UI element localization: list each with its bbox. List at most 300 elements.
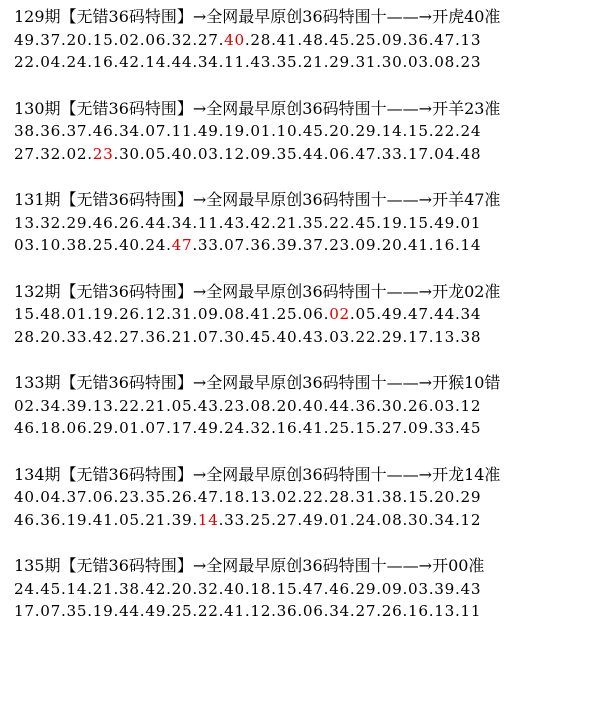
number-value: 39 [66,396,88,415]
separator-dot: . [402,236,408,254]
number-value: 40 [119,236,140,254]
separator-dot: . [271,144,277,163]
number-value: 30 [381,396,403,415]
issue-block [14,372,589,440]
number-value: 12 [460,396,482,415]
number-value: 30 [224,327,245,346]
separator-dot: . [271,30,277,49]
number-value: 15 [355,419,377,437]
separator-dot: . [402,510,408,529]
number-value: 40 [171,144,193,163]
separator-dot: . [454,30,461,49]
number-value: 38 [14,122,35,140]
number-value: 22 [434,122,455,140]
separator-dot: . [428,579,435,598]
separator-dot: . [402,579,408,598]
number-value: 20 [40,327,61,346]
number-value: 47 [434,30,455,49]
number-value: 36 [145,327,167,346]
number-value: 46 [14,510,35,529]
number-value: 33 [197,236,219,254]
separator-dot: . [139,602,146,620]
number-value: 15 [276,579,298,598]
number-value: 42 [250,213,272,232]
separator-dot: . [402,144,408,163]
number-value: 04 [434,144,455,163]
separator-dot: . [244,122,251,140]
separator-dot: . [402,30,408,49]
number-value: 32 [40,144,61,163]
number-value: 29 [355,122,377,140]
number-row [14,486,589,509]
separator-dot: . [34,122,41,140]
separator-dot: . [166,510,172,529]
number-value: 17 [14,602,35,620]
issue-title: 130期【无错36码特围】→全网最早原创36码特围十——→开羊23准 [14,98,501,118]
number-value: 16 [407,602,429,620]
number-value: 22 [197,602,219,620]
separator-dot: . [428,488,435,506]
number-value: 06 [329,144,350,163]
separator-dot: . [218,419,225,437]
separator-dot: . [244,305,251,323]
number-value: 14 [145,53,167,71]
number-value: 41 [224,602,245,620]
number-row [14,509,589,532]
number-value: 11 [460,602,482,620]
separator-dot: . [402,305,408,323]
separator-dot: . [218,122,225,140]
separator-dot: . [61,236,67,254]
separator-dot: . [271,396,277,415]
number-value: 36 [276,602,298,620]
number-value: 26 [381,602,403,620]
number-value: 45 [329,30,350,49]
separator-dot: . [61,327,67,346]
separator-dot: . [61,144,67,163]
separator-dot: . [376,305,382,323]
number-value: 35 [145,488,167,506]
number-value: 22 [119,396,140,415]
separator-dot: . [297,488,303,506]
number-value: 22 [355,327,377,346]
separator-dot: . [113,236,120,254]
number-value: 21 [145,510,167,529]
separator-dot: . [192,579,198,598]
number-value: 24 [145,236,167,254]
number-value: 25 [355,30,377,49]
separator-dot: . [61,213,67,232]
number-value: 36 [407,30,429,49]
separator-dot: . [139,579,146,598]
separator-dot: . [402,396,408,415]
separator-dot: . [218,488,225,506]
separator-dot: . [166,53,172,71]
number-value: 20 [276,396,298,415]
separator-dot: . [87,488,93,506]
separator-dot: . [402,419,408,437]
number-row [14,212,589,235]
number-value: 20 [66,30,88,49]
number-value: 01 [460,213,482,232]
number-value: 05 [355,305,377,323]
number-value: 08 [224,305,245,323]
number-value: 27 [381,419,403,437]
number-value: 25 [92,236,114,254]
separator-dot: . [349,305,356,323]
separator-dot: . [349,579,356,598]
number-value: 33 [224,510,245,529]
number-value: 29 [329,53,350,71]
separator-dot: . [297,396,303,415]
separator-dot: . [376,419,382,437]
separator-dot: . [139,144,146,163]
number-value: 16 [276,419,298,437]
separator-dot: . [192,30,198,49]
separator-dot: . [218,30,225,49]
separator-dot: . [113,396,120,415]
issue-title: 133期【无错36码特围】→全网最早原创36码特围十——→开猴10错 [14,373,501,392]
separator-dot: . [218,236,225,254]
number-value: 35 [66,602,88,620]
number-value: 18 [250,579,272,598]
number-value: 16 [434,236,455,254]
separator-dot: . [244,53,251,71]
separator-dot: . [323,488,330,506]
number-value: 24 [460,122,482,140]
separator-dot: . [218,510,225,529]
separator-dot: . [218,327,225,346]
number-value: 32 [250,419,272,437]
number-value: 49 [434,213,455,232]
separator-dot: . [297,53,303,71]
number-value: 17 [407,144,429,163]
separator-dot: . [349,602,356,620]
separator-dot: . [349,122,356,140]
number-value: 27 [119,327,140,346]
number-value: 10 [276,122,298,140]
winning-number: 02 [329,305,350,323]
separator-dot: . [323,144,330,163]
number-value: 21 [276,213,298,232]
issue-title: 132期【无错36码特围】→全网最早原创36码特围十——→开龙02准 [14,281,501,301]
number-value: 30 [407,510,429,529]
separator-dot: . [428,30,435,49]
separator-dot: . [297,122,303,140]
separator-dot: . [376,396,382,415]
number-value: 49 [14,30,35,49]
number-value: 23 [224,396,245,415]
separator-dot: . [113,579,120,598]
number-row [14,417,589,440]
separator-dot: . [297,236,303,254]
number-value: 09 [407,419,429,437]
separator-dot: . [349,327,356,346]
separator-dot: . [297,579,303,598]
number-value: 49 [302,510,324,529]
separator-dot: . [192,396,198,415]
number-value: 42 [92,327,114,346]
issue-block [14,464,589,532]
separator-dot: . [87,213,93,232]
number-value: 26 [119,213,140,232]
separator-dot: . [244,510,251,529]
separator-dot: . [454,213,461,232]
number-value: 34 [171,213,193,232]
separator-dot: . [271,488,277,506]
separator-dot: . [454,53,461,71]
number-value: 35 [276,53,298,71]
separator-dot: . [376,327,382,346]
separator-dot: . [113,213,120,232]
separator-dot: . [271,53,277,71]
number-value: 08 [434,53,455,71]
separator-dot: . [428,602,435,620]
issue-block [14,98,589,166]
separator-dot: . [297,30,303,49]
separator-dot: . [323,396,330,415]
number-value: 03 [407,53,429,71]
separator-dot: . [454,144,461,163]
number-value: 32 [40,213,61,232]
separator-dot: . [34,30,41,49]
number-value: 41 [250,305,272,323]
number-value: 44 [329,396,350,415]
number-value: 19 [381,213,403,232]
separator-dot: . [166,213,172,232]
separator-dot: . [349,53,356,71]
number-value: 38 [66,236,88,254]
separator-dot: . [218,579,225,598]
separator-dot: . [297,419,303,437]
number-value: 10 [40,236,61,254]
separator-dot: . [323,579,330,598]
separator-dot: . [428,327,435,346]
number-row [14,600,589,623]
separator-dot: . [139,30,146,49]
separator-dot: . [402,122,408,140]
number-value: 15 [407,488,429,506]
number-value: 04 [40,488,61,506]
number-value: 39 [171,510,193,529]
number-value: 43 [302,327,324,346]
winning-number: 40 [224,30,245,49]
number-value: 43 [250,53,272,71]
separator-dot: . [349,144,356,163]
number-value: 06 [302,305,324,323]
separator-dot: . [34,305,41,323]
number-value: 06 [302,602,324,620]
separator-dot: . [166,305,172,323]
number-value: 41 [302,419,324,437]
issue-block [14,189,589,257]
separator-dot: . [323,236,330,254]
number-value: 19 [92,305,114,323]
number-value: 37 [66,122,88,140]
separator-dot: . [323,305,330,323]
separator-dot: . [218,396,225,415]
issue-title: 129期【无错36码特围】→全网最早原创36码特围十——→开虎40准 [14,7,501,26]
separator-dot: . [297,510,303,529]
separator-dot: . [87,419,93,437]
separator-dot: . [61,488,67,506]
separator-dot: . [166,602,172,620]
separator-dot: . [349,213,356,232]
number-value: 45 [460,419,482,437]
separator-dot: . [192,305,198,323]
number-value: 43 [197,396,219,415]
number-value: 49 [197,419,219,437]
separator-dot: . [61,419,67,437]
separator-dot: . [113,510,120,529]
separator-dot: . [244,213,251,232]
number-value: 47 [302,579,324,598]
number-value: 14 [66,579,88,598]
number-value: 38 [119,579,140,598]
number-value: 43 [460,579,482,598]
number-value: 35 [302,213,324,232]
number-value: 44 [171,53,193,71]
separator-dot: . [192,53,198,71]
number-value: 06 [66,419,88,437]
separator-dot: . [218,213,225,232]
number-value: 19 [92,602,114,620]
number-value: 02 [14,396,35,415]
number-value: 23 [460,53,482,71]
number-value: 36 [355,396,377,415]
number-value: 11 [197,213,219,232]
number-value: 34 [40,396,61,415]
number-value: 19 [66,510,88,529]
separator-dot: . [454,602,461,620]
separator-dot: . [166,396,172,415]
separator-dot: . [192,213,198,232]
separator-dot: . [139,488,146,506]
issue-title: 134期【无错36码特围】→全网最早原创36码特围十——→开龙14准 [14,464,501,484]
separator-dot: . [192,327,198,346]
number-value: 18 [224,488,245,506]
number-value: 25 [250,510,272,529]
separator-dot: . [323,122,330,140]
separator-dot: . [297,602,303,620]
separator-dot: . [113,602,120,620]
number-value: 41 [92,510,114,529]
number-value: 27 [355,602,377,620]
number-value: 03 [407,579,429,598]
number-value: 07 [197,327,219,346]
separator-dot: . [61,579,67,598]
number-value: 46 [14,419,35,437]
number-value: 29 [92,419,114,437]
separator-dot: . [376,236,382,254]
number-value: 13 [434,602,455,620]
number-value: 34 [460,305,482,323]
number-value: 33 [434,419,455,437]
separator-dot: . [34,236,41,254]
separator-dot: . [166,579,172,598]
number-value: 02 [119,30,140,49]
number-value: 20 [381,236,403,254]
separator-dot: . [34,579,41,598]
separator-dot: . [34,396,41,415]
number-value: 03 [434,396,455,415]
separator-dot: . [244,327,251,346]
separator-dot: . [166,144,172,163]
separator-dot: . [87,305,93,323]
number-value: 36 [40,122,61,140]
separator-dot: . [428,305,435,323]
separator-dot: . [113,488,120,506]
number-value: 35 [276,144,298,163]
number-value: 13 [434,327,455,346]
number-value: 40 [224,579,245,598]
number-value: 28 [250,30,272,49]
number-value: 20 [171,579,193,598]
number-value: 49 [145,602,167,620]
separator-dot: . [244,602,251,620]
separator-dot: . [192,510,198,529]
separator-dot: . [428,419,435,437]
separator-dot: . [61,510,67,529]
number-value: 09 [381,579,403,598]
number-value: 46 [329,579,350,598]
separator-dot: . [139,53,146,71]
number-value: 37 [66,488,88,506]
number-value: 22 [302,488,324,506]
number-value: 44 [302,144,324,163]
number-value: 29 [460,488,482,506]
separator-dot: . [428,144,435,163]
number-value: 33 [381,144,403,163]
number-value: 21 [92,579,114,598]
number-value: 27 [276,510,298,529]
separator-dot: . [113,305,120,323]
separator-dot: . [166,488,172,506]
number-value: 01 [66,305,88,323]
separator-dot: . [376,488,382,506]
number-value: 48 [40,305,61,323]
separator-dot: . [323,213,330,232]
winning-number: 23 [92,144,114,163]
number-value: 12 [145,305,167,323]
separator-dot: . [244,396,251,415]
separator-dot: . [323,602,330,620]
number-value: 34 [434,510,455,529]
number-value: 18 [40,419,61,437]
separator-dot: . [428,213,435,232]
number-value: 13 [14,213,35,232]
number-row [14,120,589,143]
number-value: 22 [14,53,35,71]
separator-dot: . [34,602,41,620]
separator-dot: . [166,419,172,437]
separator-dot: . [61,53,67,71]
separator-dot: . [113,30,120,49]
number-value: 07 [224,236,245,254]
number-value: 25 [329,419,350,437]
number-value: 17 [407,327,429,346]
separator-dot: . [139,327,146,346]
separator-dot: . [271,419,277,437]
separator-dot: . [87,510,93,529]
number-value: 45 [355,213,377,232]
number-value: 06 [145,30,167,49]
number-value: 48 [460,144,482,163]
winning-number: 14 [197,510,219,529]
number-value: 34 [329,602,350,620]
separator-dot: . [323,327,330,346]
number-value: 14 [460,236,482,254]
